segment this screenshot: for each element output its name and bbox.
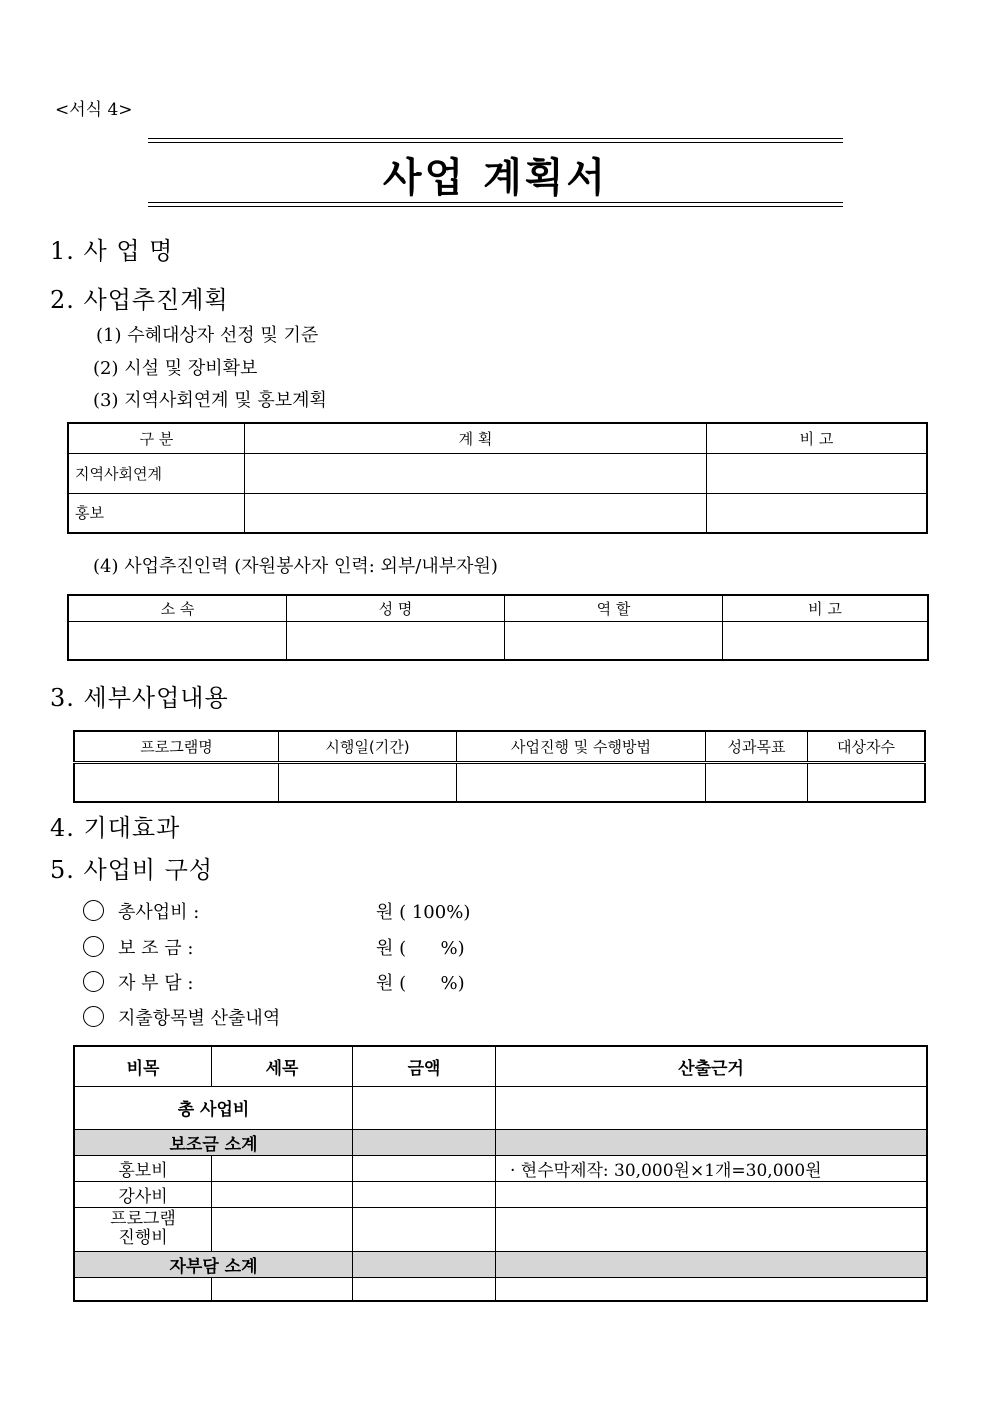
target-count-cell[interactable]: [808, 762, 926, 802]
remarks-cell[interactable]: [707, 453, 928, 493]
section-1-heading: 1. 사 업 명: [50, 237, 174, 265]
amount-cell[interactable]: [353, 1155, 496, 1181]
row-label-community: 지역사회연계: [68, 453, 245, 493]
form-number-label: <서식 4>: [55, 100, 133, 120]
promotion-basis: · 현수막제작: 30,000원×1개=30,000원: [496, 1155, 928, 1181]
item-instructor: 강사비: [74, 1181, 212, 1207]
basis-cell[interactable]: [496, 1086, 928, 1129]
total-budget-row-label: 총 사업비: [74, 1086, 353, 1129]
section-2-heading: 2. 사업추진계획: [50, 286, 229, 314]
subsidy-unit: 원 ( %): [376, 938, 465, 959]
goal-cell[interactable]: [706, 762, 808, 802]
name-cell[interactable]: [287, 621, 505, 660]
self-funding-subtotal-label: 자부담 소계: [74, 1251, 353, 1277]
row-label-promotion: 홍보: [68, 493, 245, 533]
community-plan-table: [67, 422, 928, 534]
page-title: 사업 계획서: [382, 155, 609, 201]
title-top-rule-inner: [148, 142, 843, 143]
self-funding-unit: 원 ( %): [376, 973, 465, 994]
header-target-count: 대상자수: [808, 731, 926, 762]
header-subcategory: 세목: [212, 1046, 353, 1086]
amount-cell[interactable]: [353, 1129, 496, 1155]
header-program-name: 프로그램명: [74, 731, 279, 762]
header-remarks: 비 고: [723, 595, 929, 621]
section-5-heading: 5. 사업비 구성: [50, 856, 214, 884]
total-budget-label: 총사업비 :: [118, 902, 200, 923]
subcategory-cell[interactable]: [212, 1207, 353, 1251]
header-method: 사업진행 및 수행방법: [457, 731, 706, 762]
title-top-rule: [148, 138, 843, 139]
subsidy-label: 보 조 금 :: [118, 938, 194, 959]
remarks-cell[interactable]: [723, 621, 929, 660]
subsection-2: (2) 시설 및 장비확보: [93, 358, 258, 379]
subcategory-cell[interactable]: [212, 1181, 353, 1207]
self-funding-line: [83, 969, 193, 995]
role-cell[interactable]: [505, 621, 723, 660]
subsection-4: (4) 사업추진인력 (자원봉사자 인력: 외부/내부자원): [93, 556, 498, 577]
header-category: 구 분: [68, 423, 245, 453]
self-funding-label: 자 부 담 :: [118, 973, 194, 994]
total-budget-line: [83, 898, 199, 924]
header-amount: 금액: [353, 1046, 496, 1086]
header-affiliation: 소 속: [68, 595, 287, 621]
header-plan: 계 획: [245, 423, 707, 453]
header-goal: 성과목표: [706, 731, 808, 762]
circle-bullet-icon: [83, 971, 104, 992]
breakdown-line: [83, 1004, 280, 1030]
amount-cell[interactable]: [353, 1277, 496, 1301]
title-bottom-rule-inner: [148, 206, 843, 207]
section-4-heading: 4. 기대효과: [50, 814, 181, 842]
total-budget-unit: 원 ( 100%): [376, 902, 471, 923]
header-remarks: 비 고: [707, 423, 928, 453]
amount-cell[interactable]: [353, 1251, 496, 1277]
title-bottom-rule: [148, 202, 843, 203]
header-role: 역 할: [505, 595, 723, 621]
amount-cell[interactable]: [353, 1207, 496, 1251]
budget-table: [73, 1045, 928, 1302]
circle-bullet-icon: [83, 1006, 104, 1027]
circle-bullet-icon: [83, 936, 104, 957]
program-table: [73, 730, 926, 803]
subsidy-subtotal-label: 보조금 소계: [74, 1129, 353, 1155]
staff-table: [67, 594, 929, 661]
subcategory-cell[interactable]: [212, 1155, 353, 1181]
amount-cell[interactable]: [353, 1181, 496, 1207]
breakdown-label: 지출항목별 산출내역: [118, 1008, 281, 1029]
header-period: 시행일(기간): [279, 731, 457, 762]
item-program: 프로그램 진행비: [74, 1207, 212, 1251]
header-expense-category: 비목: [74, 1046, 212, 1086]
subsidy-line: [83, 934, 193, 960]
basis-cell[interactable]: [496, 1251, 928, 1277]
subcategory-cell[interactable]: [212, 1277, 353, 1301]
circle-bullet-icon: [83, 900, 104, 921]
plan-cell[interactable]: [245, 493, 707, 533]
program-name-cell[interactable]: [74, 762, 279, 802]
category-cell[interactable]: [74, 1277, 212, 1301]
remarks-cell[interactable]: [707, 493, 928, 533]
section-3-heading: 3. 세부사업내용: [50, 684, 229, 712]
item-promotion: 홍보비: [74, 1155, 212, 1181]
basis-cell[interactable]: [496, 1181, 928, 1207]
basis-cell[interactable]: [496, 1129, 928, 1155]
period-cell[interactable]: [279, 762, 457, 802]
header-name: 성 명: [287, 595, 505, 621]
basis-cell[interactable]: [496, 1207, 928, 1251]
amount-cell[interactable]: [353, 1086, 496, 1129]
plan-cell[interactable]: [245, 453, 707, 493]
subsection-1: (1) 수혜대상자 선정 및 기준: [96, 325, 319, 346]
basis-cell[interactable]: [496, 1277, 928, 1301]
header-basis: 산출근거: [496, 1046, 928, 1086]
affiliation-cell[interactable]: [68, 621, 287, 660]
method-cell[interactable]: [457, 762, 706, 802]
subsection-3: (3) 지역사회연계 및 홍보계획: [93, 390, 327, 411]
